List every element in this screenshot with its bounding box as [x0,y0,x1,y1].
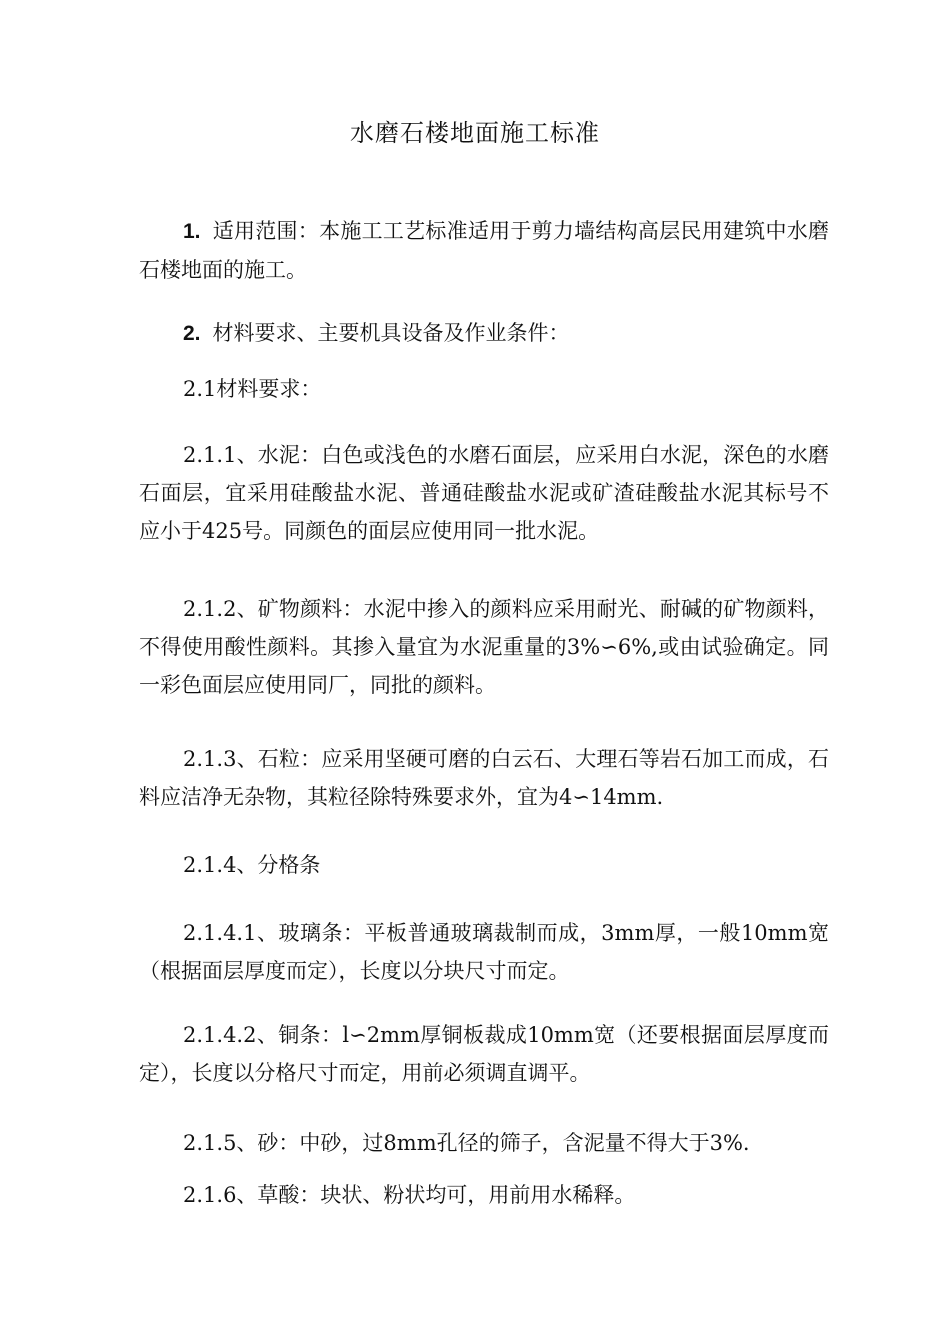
section-2 [139,314,829,353]
section-2-1: 2.1材料要求： [183,377,322,401]
document-title: 水磨石楼地面施工标准 [350,119,600,147]
section-2-1-3: 2.1.3、石粒：应采用坚硬可磨的白云石、大理石等岩石加工而成，石料应洁净无杂物，其粒径除特殊要求外，宜为4∽14mm. [139,747,829,809]
section-2-1-4-2: 2.1.4.2、铜条：l∽2mm厚铜板裁成10mm宽（还要根据面层厚度而定），长度以分格尺寸而定，用前必须调直调平。 [139,1023,829,1085]
section-1 [139,212,829,289]
section-2-1-4: 2.1.4、分格条 [183,853,321,877]
section-2-1-4-1: 2.1.4.1、玻璃条：平板普通玻璃裁制而成，3mm厚，一般10mm宽（根据面层厚度而定），长度以分块尺寸而定。 [139,921,829,983]
section-2-1-5: 2.1.5、砂：中砂，过8mm孔径的筛子，含泥量不得大于3%. [183,1131,750,1155]
section-2-1-1: 2.1.1、水泥：白色或浅色的水磨石面层，应采用白水泥，深色的水磨石面层，宜采用硅酸盐水泥、普通硅酸盐水泥或矿渣硅酸盐水泥其标号不应小于425号。同颜色的面层应使用同一批水泥。 [139,443,829,543]
section-text: 适用范围：本施工工艺标准适用于剪力墙结构高层民用建筑中水磨石楼地面的施工。 [139,219,829,282]
section-2-1-2: 2.1.2、矿物颜料：水泥中掺入的颜料应采用耐光、耐碱的矿物颜料，不得使用酸性颜料。其掺入量宜为水泥重量的3%∽6%,或由试验确定。同一彩色面层应使用同厂，同批的颜料。 [139,597,829,697]
section-number: 1. [183,220,201,243]
section-2-1-6: 2.1.6、草酸：块状、粉状均可，用前用水稀释。 [183,1183,636,1207]
section-text: 材料要求、主要机具设备及作业条件： [212,321,570,345]
section-number: 2. [183,322,201,345]
